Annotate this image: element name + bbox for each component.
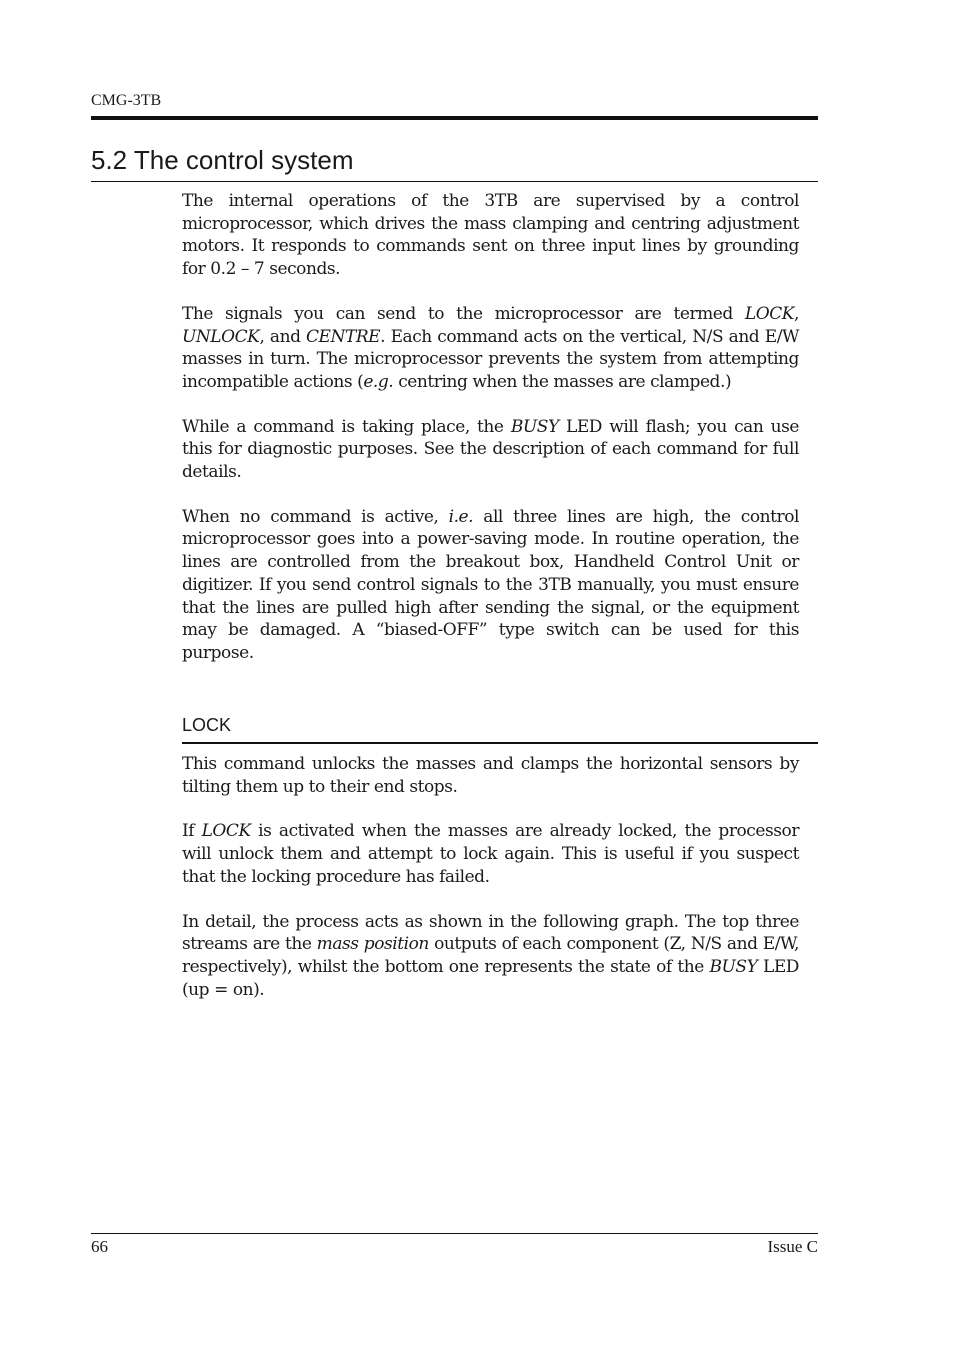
subsection-rule xyxy=(182,742,818,744)
paragraph-lock-repeat xyxy=(182,820,799,888)
paragraph-lock-graph xyxy=(182,911,799,1002)
text-run: LED will flash; you can use this for diagnostic purposes. See the description of each command for full details. xyxy=(182,416,800,483)
text-run: , xyxy=(794,303,799,324)
paragraph-power-saving xyxy=(182,506,799,665)
section-title: 5.2 The control system xyxy=(91,145,354,175)
text-run: , and xyxy=(259,326,306,347)
page-number: 66 xyxy=(91,1237,108,1256)
text-run: is activated when the masses are already locked, the processor will unlock them and attempt to lock again. This is useful if you suspect that the locking procedure has failed. xyxy=(182,821,799,887)
paragraph-signals xyxy=(182,303,799,394)
term-lock: LOCK xyxy=(201,821,251,842)
term-unlock: UNLOCK xyxy=(182,326,260,347)
footer-rule xyxy=(91,1233,818,1234)
text-run: LED (up = on). xyxy=(182,956,799,1000)
subsection-body xyxy=(182,753,799,1023)
paragraph-intro: The internal operations of the 3TB are supervised by a control microprocessor, which drives the mass clamping and centring adjustment motors. It responds to commands sent on three input lines by grounding for 0.2 – 7 seconds. xyxy=(182,191,799,280)
text-run: centring when the masses are clamped.) xyxy=(393,371,732,392)
term-busy: BUSY xyxy=(709,956,758,977)
text-run: If xyxy=(182,821,202,842)
paragraph-busy xyxy=(182,416,799,484)
header-label: CMG-3TB xyxy=(91,92,162,109)
text-run: all three lines are high, the control microprocessor goes into a power-saving mode. In routine operation, the lines are controlled from the breakout box, Handheld Control Unit or digitizer. If you send control signals to the 3TB manually, you must ensure that the lines are pulled high after sending the signal, or the equipment may be damaged. A “biased-OFF” type switch can be used for this purpose. xyxy=(182,506,799,663)
subsection-title: LOCK xyxy=(182,715,232,735)
term-busy: BUSY xyxy=(510,416,559,437)
term-lock: LOCK xyxy=(744,303,795,324)
term-centre: CENTRE xyxy=(306,326,381,347)
abbr-eg: e.g. xyxy=(363,371,394,392)
paragraph-lock-desc: This command unlocks the masses and clamps the horizontal sensors by tilting them up to their end stops. xyxy=(182,754,799,797)
text-run: . Each command acts on the vertical, N/S and E/W masses in turn. The microprocessor prevents the system from attempting incompatible actions ( xyxy=(182,326,799,392)
text-run: When no command is active, xyxy=(182,506,449,527)
section-rule xyxy=(91,181,818,182)
text-run: In detail, the process acts as shown in the following graph. The top three streams are the xyxy=(182,911,799,955)
text-run: While a command is taking place, the xyxy=(182,416,511,437)
header-rule xyxy=(91,116,818,120)
text-run: outputs of each component (Z, N/S and E/W, respectively), whilst the bottom one represents the state of the xyxy=(182,934,799,977)
abbr-ie: i.e. xyxy=(448,506,474,527)
text-run: The signals you can send to the microprocessor are termed xyxy=(182,303,745,324)
issue-label: Issue C xyxy=(767,1237,818,1256)
section-body xyxy=(182,190,799,687)
term-mass-position: mass position xyxy=(316,934,429,955)
